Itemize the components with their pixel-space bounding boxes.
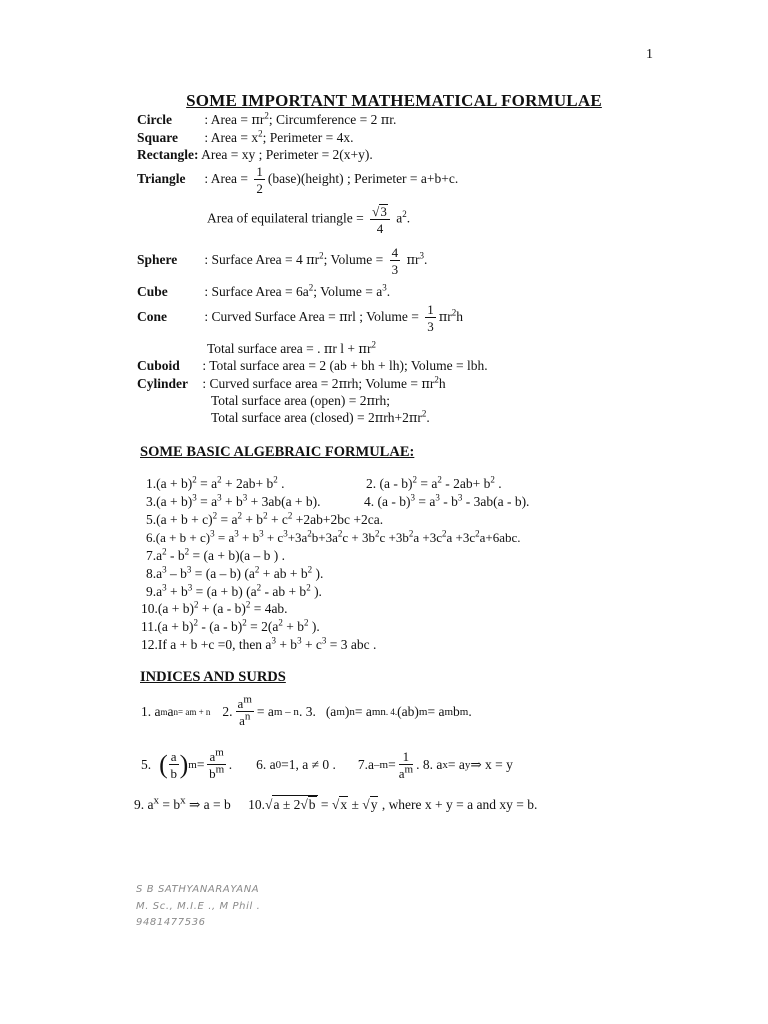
text: + 2ab+ b (221, 476, 274, 491)
page-number: 1 (646, 47, 653, 62)
text: = (a + b) (a (192, 584, 257, 599)
denominator: 3 (427, 319, 434, 334)
text: + b (282, 619, 304, 634)
text: 1.(a + b) (146, 476, 193, 491)
exponent: 2 (307, 564, 313, 575)
exponent: 3 (210, 528, 215, 539)
text: a +3c (446, 530, 476, 545)
sqrt-expression: a ± 2√b (273, 797, 316, 812)
author-qualifications: M. Sc., M.I.E ., M Phil . (136, 901, 261, 912)
text: 3.(a + b) (146, 494, 193, 509)
algebra-formula-10 (141, 601, 288, 617)
exponent: m (215, 746, 224, 759)
square-formula (137, 130, 353, 146)
text: =1, a ≠ 0 . (281, 757, 336, 772)
algebra-formula-12 (141, 637, 376, 653)
exponent: 2 (193, 617, 198, 628)
text: 11.(a + b) (141, 619, 194, 634)
exponent: 3 (217, 492, 222, 503)
exponent: m (243, 693, 252, 706)
exponent: 3 (283, 528, 288, 539)
cylinder-closed-formula (211, 410, 430, 426)
numerator: 1 (256, 164, 263, 179)
text: + 3ab(a + b). (247, 494, 321, 509)
text: = (317, 797, 332, 812)
fraction (399, 750, 413, 780)
text: rh; (375, 393, 391, 408)
text: r (447, 309, 452, 325)
text: : Area = (204, 171, 252, 187)
rectangle-formula (137, 147, 373, 163)
text: (a (325, 704, 337, 719)
page-title (0, 91, 768, 111)
exponent: 2 (273, 474, 278, 485)
algebra-heading: SOME BASIC ALGEBRAIC FORMULAE: (140, 444, 415, 460)
text: a (167, 704, 174, 719)
text: 6. a (256, 757, 276, 772)
text: +3a (287, 530, 308, 545)
text: - b (439, 494, 458, 509)
text: 1. a (141, 704, 161, 719)
exponent: 3 (242, 492, 248, 503)
text: + ab + b (259, 566, 308, 581)
exponent: 2 (451, 307, 457, 318)
denominator: b (170, 766, 177, 781)
exponent: 3 (271, 635, 276, 646)
text: - b (166, 548, 185, 563)
text: . 8. a (416, 757, 443, 772)
pi-symbol: π (338, 377, 348, 392)
triangle-formula (137, 165, 458, 195)
pi-symbol: π (358, 342, 367, 357)
text: . (228, 757, 233, 772)
indices-row-3: 9. $a^x = b^x$ ⇒ a = b 10.√a ± 2√b = √x ± √y , where x + y = a and xy = b. (134, 794, 538, 812)
text: b+3a (311, 530, 338, 545)
text: 5. (141, 757, 152, 772)
fraction (207, 746, 225, 781)
cone-label: Cone (137, 309, 167, 325)
text: 7.a (146, 548, 163, 563)
text: 9. a (134, 797, 154, 812)
exponent: 2 (371, 339, 376, 350)
exponent: 3 (435, 492, 440, 503)
sqrt-radicand: 3 (380, 204, 387, 219)
sphere-label: Sphere (137, 252, 178, 268)
exponent: 3 (234, 528, 239, 539)
exponent: 2 (306, 582, 311, 593)
fraction (169, 750, 179, 780)
text: r l + (332, 341, 359, 356)
text: = (a + b)(a – b ) . (189, 548, 285, 563)
fraction (390, 246, 401, 276)
text: = (a – b) (a (191, 566, 255, 581)
pi-symbol: π (374, 411, 384, 426)
text: : Curved Surface Area = (204, 309, 340, 325)
exponent: 2 (437, 474, 442, 485)
denominator (207, 765, 225, 780)
text: ) (344, 704, 350, 719)
exponent: 3 (162, 564, 167, 575)
exponent: 2 (162, 546, 167, 557)
text: 7. (357, 757, 369, 772)
text: . (426, 410, 430, 425)
text: rh+2 (383, 410, 409, 425)
cube-label: Cube (137, 284, 168, 299)
text: r. (389, 112, 397, 127)
exponent: 2 (434, 374, 439, 385)
text: + c (263, 530, 284, 545)
text: c + 3b (342, 530, 376, 545)
text: = a (447, 757, 465, 772)
pi-symbol: π (306, 253, 315, 269)
text: a ± 2 (273, 797, 301, 812)
text: ; Circumference = 2 (268, 112, 381, 127)
pi-symbol: π (251, 113, 260, 128)
pi-symbol: π (323, 342, 333, 357)
paren-open: ( (159, 750, 168, 779)
exponent: 2 (287, 510, 293, 521)
text: 10.(a + b) (141, 601, 194, 616)
fraction (425, 303, 436, 333)
exponent: 2 (217, 474, 222, 485)
numerator: 1 (399, 750, 413, 765)
indices-row-1: 1. a m a n = a m + n 2. $\frac{a^m}{a^n}$ = a m – n . 3. (a m ) n = a mn . 4. (ab) m = a m b m . (141, 693, 472, 728)
exponent: 3 (192, 492, 197, 503)
text: . (406, 210, 411, 226)
exponent: 3 (259, 528, 264, 539)
exponent: 2 (337, 528, 343, 539)
text: r (429, 376, 435, 391)
sqrt-radicand: x (340, 797, 348, 812)
text: h (438, 376, 446, 391)
pi-symbol: π (380, 113, 390, 128)
text: (ab) (397, 704, 419, 719)
text: b (453, 704, 460, 719)
text: = a (427, 704, 445, 719)
text: . (277, 476, 285, 491)
exponent: 3 (457, 492, 463, 503)
indices-row-2: 5. ( $\frac{a}{b}$ ) m = $\frac{a^m}{b^m}$ . 6. a 0 =1, a ≠ 0 . 7. a –m = $\frac{1}{a^m}$ . 8. a x = a y ⇒ x = y (141, 746, 513, 781)
algebra-formula-5 (146, 512, 383, 528)
text: 6.(a + b + c) (146, 530, 211, 545)
numerator: 1 (427, 302, 434, 317)
rectangle-label: Rectangle: (137, 147, 199, 162)
numerator: √3 (370, 204, 390, 220)
text: = a (214, 530, 235, 545)
text: r (417, 410, 422, 425)
denominator: 3 (391, 262, 399, 277)
exponent: 2 (412, 474, 417, 485)
base: b (209, 766, 216, 781)
sqrt-radicand: b (308, 797, 316, 812)
paren-close: ) (179, 750, 189, 779)
exponent: 2 (256, 582, 262, 593)
algebra-formula-3 (146, 494, 321, 510)
text: a+6abc. (479, 530, 521, 545)
text: . (424, 252, 428, 268)
fraction (254, 165, 265, 195)
text: ; Perimeter = 4x. (262, 130, 354, 145)
text: +2ab+2bc +2ca. (292, 512, 384, 527)
pi-symbol: π (408, 411, 418, 426)
text: = a (256, 704, 274, 719)
exponent: x (153, 794, 159, 807)
text: + b (241, 512, 264, 527)
exponent: x (180, 794, 186, 807)
base: a (239, 713, 245, 728)
text: = a (178, 707, 190, 717)
text: = a (217, 512, 238, 527)
exponent: 2 (319, 250, 324, 261)
exponent: 3 (382, 282, 387, 293)
text: + c (267, 512, 288, 527)
text: 8.a (146, 566, 163, 581)
base: a (398, 766, 405, 781)
text: + b (275, 637, 298, 652)
text: . (468, 704, 472, 719)
exponent: 3 (187, 582, 193, 593)
exponent: 2 (212, 510, 218, 521)
text: a +3c (413, 530, 442, 545)
text: 5.(a + b + c) (146, 512, 213, 527)
text: r (366, 341, 372, 356)
text: rh; Volume = (347, 376, 422, 391)
cone-formula (137, 303, 463, 333)
text: 10. (248, 797, 266, 812)
exponent: 2 (475, 528, 480, 539)
text: : Surface Area = 6a (204, 284, 309, 299)
text: ⇒ a = b (185, 797, 231, 812)
exponent: 2 (375, 528, 380, 539)
circle-formula (137, 112, 396, 128)
exponent: 2 (308, 282, 314, 293)
text: - 3ab(a - b). (462, 494, 530, 509)
pi-symbol: π (339, 310, 348, 326)
text: Total surface area (open) = 2 (211, 393, 367, 408)
text: = a (416, 476, 438, 491)
circle-label: Circle (137, 112, 172, 127)
algebra-formula-4 (364, 494, 529, 510)
text: h (456, 309, 464, 325)
pi-symbol: π (406, 253, 416, 269)
text: = a (354, 704, 372, 719)
exponent: 2 (402, 209, 407, 220)
text: = 2(a (246, 619, 279, 634)
cone-total-formula (207, 341, 376, 357)
text: + b (238, 530, 260, 545)
text: rl ; Volume = (347, 309, 423, 325)
exponent: n (244, 710, 251, 723)
algebra-formula-2 (366, 476, 502, 492)
text: . 3. (298, 704, 316, 719)
algebra-formula-7 (146, 548, 285, 564)
text: : Total surface area = 2 (ab + bh + lh); Volume = lbh. (202, 358, 488, 373)
algebra-formula-6 (146, 530, 521, 546)
text: : Surface Area = 4 (204, 252, 307, 268)
text: = (388, 757, 396, 772)
text: 2. (a - b) (366, 476, 413, 491)
denominator: 4 (376, 221, 384, 236)
text: . (386, 284, 391, 299)
text: = b (159, 797, 181, 812)
text: 9.a (146, 584, 163, 599)
text: = a (414, 494, 436, 509)
exponent: 3 (186, 564, 192, 575)
text: ). (310, 584, 322, 599)
exponent: 2 (242, 617, 247, 628)
text: - (a - b) (197, 619, 243, 634)
exponent: 2 (264, 110, 269, 121)
indices-heading: INDICES AND SURDS (140, 669, 286, 685)
exponent: 2 (193, 599, 199, 610)
text: r (259, 112, 265, 127)
exponent: 2 (245, 599, 251, 610)
algebra-formula-1 (146, 476, 284, 492)
fraction (370, 204, 390, 235)
exponent: 2 (184, 546, 190, 557)
denominator: 2 (256, 181, 263, 196)
text: c +3b (379, 530, 409, 545)
cuboid-label: Cuboid (137, 358, 180, 373)
square-label: Square (137, 130, 179, 145)
text: = (196, 757, 205, 772)
text: , where x + y = a and xy = b. (378, 797, 538, 812)
exponent: 3 (410, 492, 415, 503)
exponent: 2 (408, 528, 414, 539)
exponent: 2 (303, 617, 309, 628)
cuboid-formula (137, 358, 488, 374)
exponent: 2 (237, 510, 242, 521)
base: a (209, 749, 216, 764)
text: : Area = x (204, 130, 259, 145)
algebra-formula-11 (141, 619, 320, 635)
text: ; Volume = (323, 252, 387, 268)
exponent: 3 (321, 635, 327, 646)
cylinder-open-formula (211, 393, 390, 409)
text: . (494, 476, 502, 491)
text: + c (301, 637, 322, 652)
exponent: 2 (442, 528, 447, 539)
exponent: 2 (421, 408, 427, 419)
text: r (415, 252, 420, 268)
algebra-formula-8 (146, 566, 323, 582)
algebra-formula-9 (146, 584, 322, 600)
sphere-formula (137, 246, 427, 276)
text: ; Volume = a (313, 284, 383, 299)
text: a (392, 210, 403, 226)
cylinder-formula (137, 376, 446, 392)
text: : Area = (204, 112, 252, 127)
denominator (399, 765, 413, 780)
text: - 2ab+ b (441, 476, 491, 491)
equilateral-formula (207, 204, 410, 235)
text: Area = xy ; Perimeter = 2(x+y). (201, 147, 373, 162)
text: 4. (a - b) (364, 494, 411, 509)
pi-symbol: π (421, 377, 430, 392)
exponent: 2 (490, 474, 495, 485)
cube-formula (137, 284, 390, 300)
pi-symbol: π (366, 394, 376, 409)
exponent: 2 (307, 528, 312, 539)
exponent: 3 (297, 635, 302, 646)
text: (base)(height) ; Perimeter = a+b+c. (267, 171, 459, 187)
text: : Curved surface area = 2 (202, 376, 339, 391)
denominator (236, 712, 254, 727)
text: = 3 abc . (326, 637, 377, 652)
text: + b (166, 584, 188, 599)
text: Total surface area (closed) = 2 (211, 410, 375, 425)
text: + (a - b) (198, 601, 246, 616)
exponent: 3 (162, 582, 167, 593)
text: Area of equilateral triangle = (207, 210, 368, 226)
text: ). (308, 619, 320, 634)
exponent: 2 (278, 617, 283, 628)
exponent: 2 (254, 564, 260, 575)
cylinder-label: Cylinder (137, 376, 189, 391)
author-phone: 9481477536 (136, 917, 206, 928)
text: – b (166, 566, 187, 581)
text: - ab + b (261, 584, 307, 599)
exponent: 2 (258, 128, 263, 139)
numerator: a (170, 749, 177, 764)
author-name: S B SATHYANARAYANA (136, 884, 260, 895)
text: 2. (222, 704, 233, 719)
pi-symbol: π (438, 310, 448, 326)
text: Total surface area = . (207, 341, 324, 356)
triangle-label: Triangle (137, 171, 186, 187)
text: = 4ab. (250, 601, 288, 616)
exponent: 2 (192, 474, 197, 485)
numerator: 4 (391, 245, 399, 260)
exponent: 2 (263, 510, 268, 521)
fraction (236, 693, 254, 728)
text: ). (312, 566, 324, 581)
text: r (314, 252, 320, 268)
exponent: m (215, 763, 225, 776)
text: ± (348, 797, 363, 812)
text: ⇒ x = y (470, 757, 513, 772)
sqrt-radicand: y (370, 797, 378, 812)
title-text: SOME IMPORTANT MATHEMATICAL FORMULAE (186, 91, 602, 110)
base: a (237, 696, 244, 711)
text: = a (196, 494, 218, 509)
text: . 4. (385, 707, 398, 717)
exponent: m (404, 763, 414, 776)
exponent: 3 (419, 250, 425, 261)
text: + b (221, 494, 243, 509)
text: a (368, 757, 375, 772)
text: = a (196, 476, 218, 491)
text: 12.If a + b +c =0, then a (141, 637, 272, 652)
